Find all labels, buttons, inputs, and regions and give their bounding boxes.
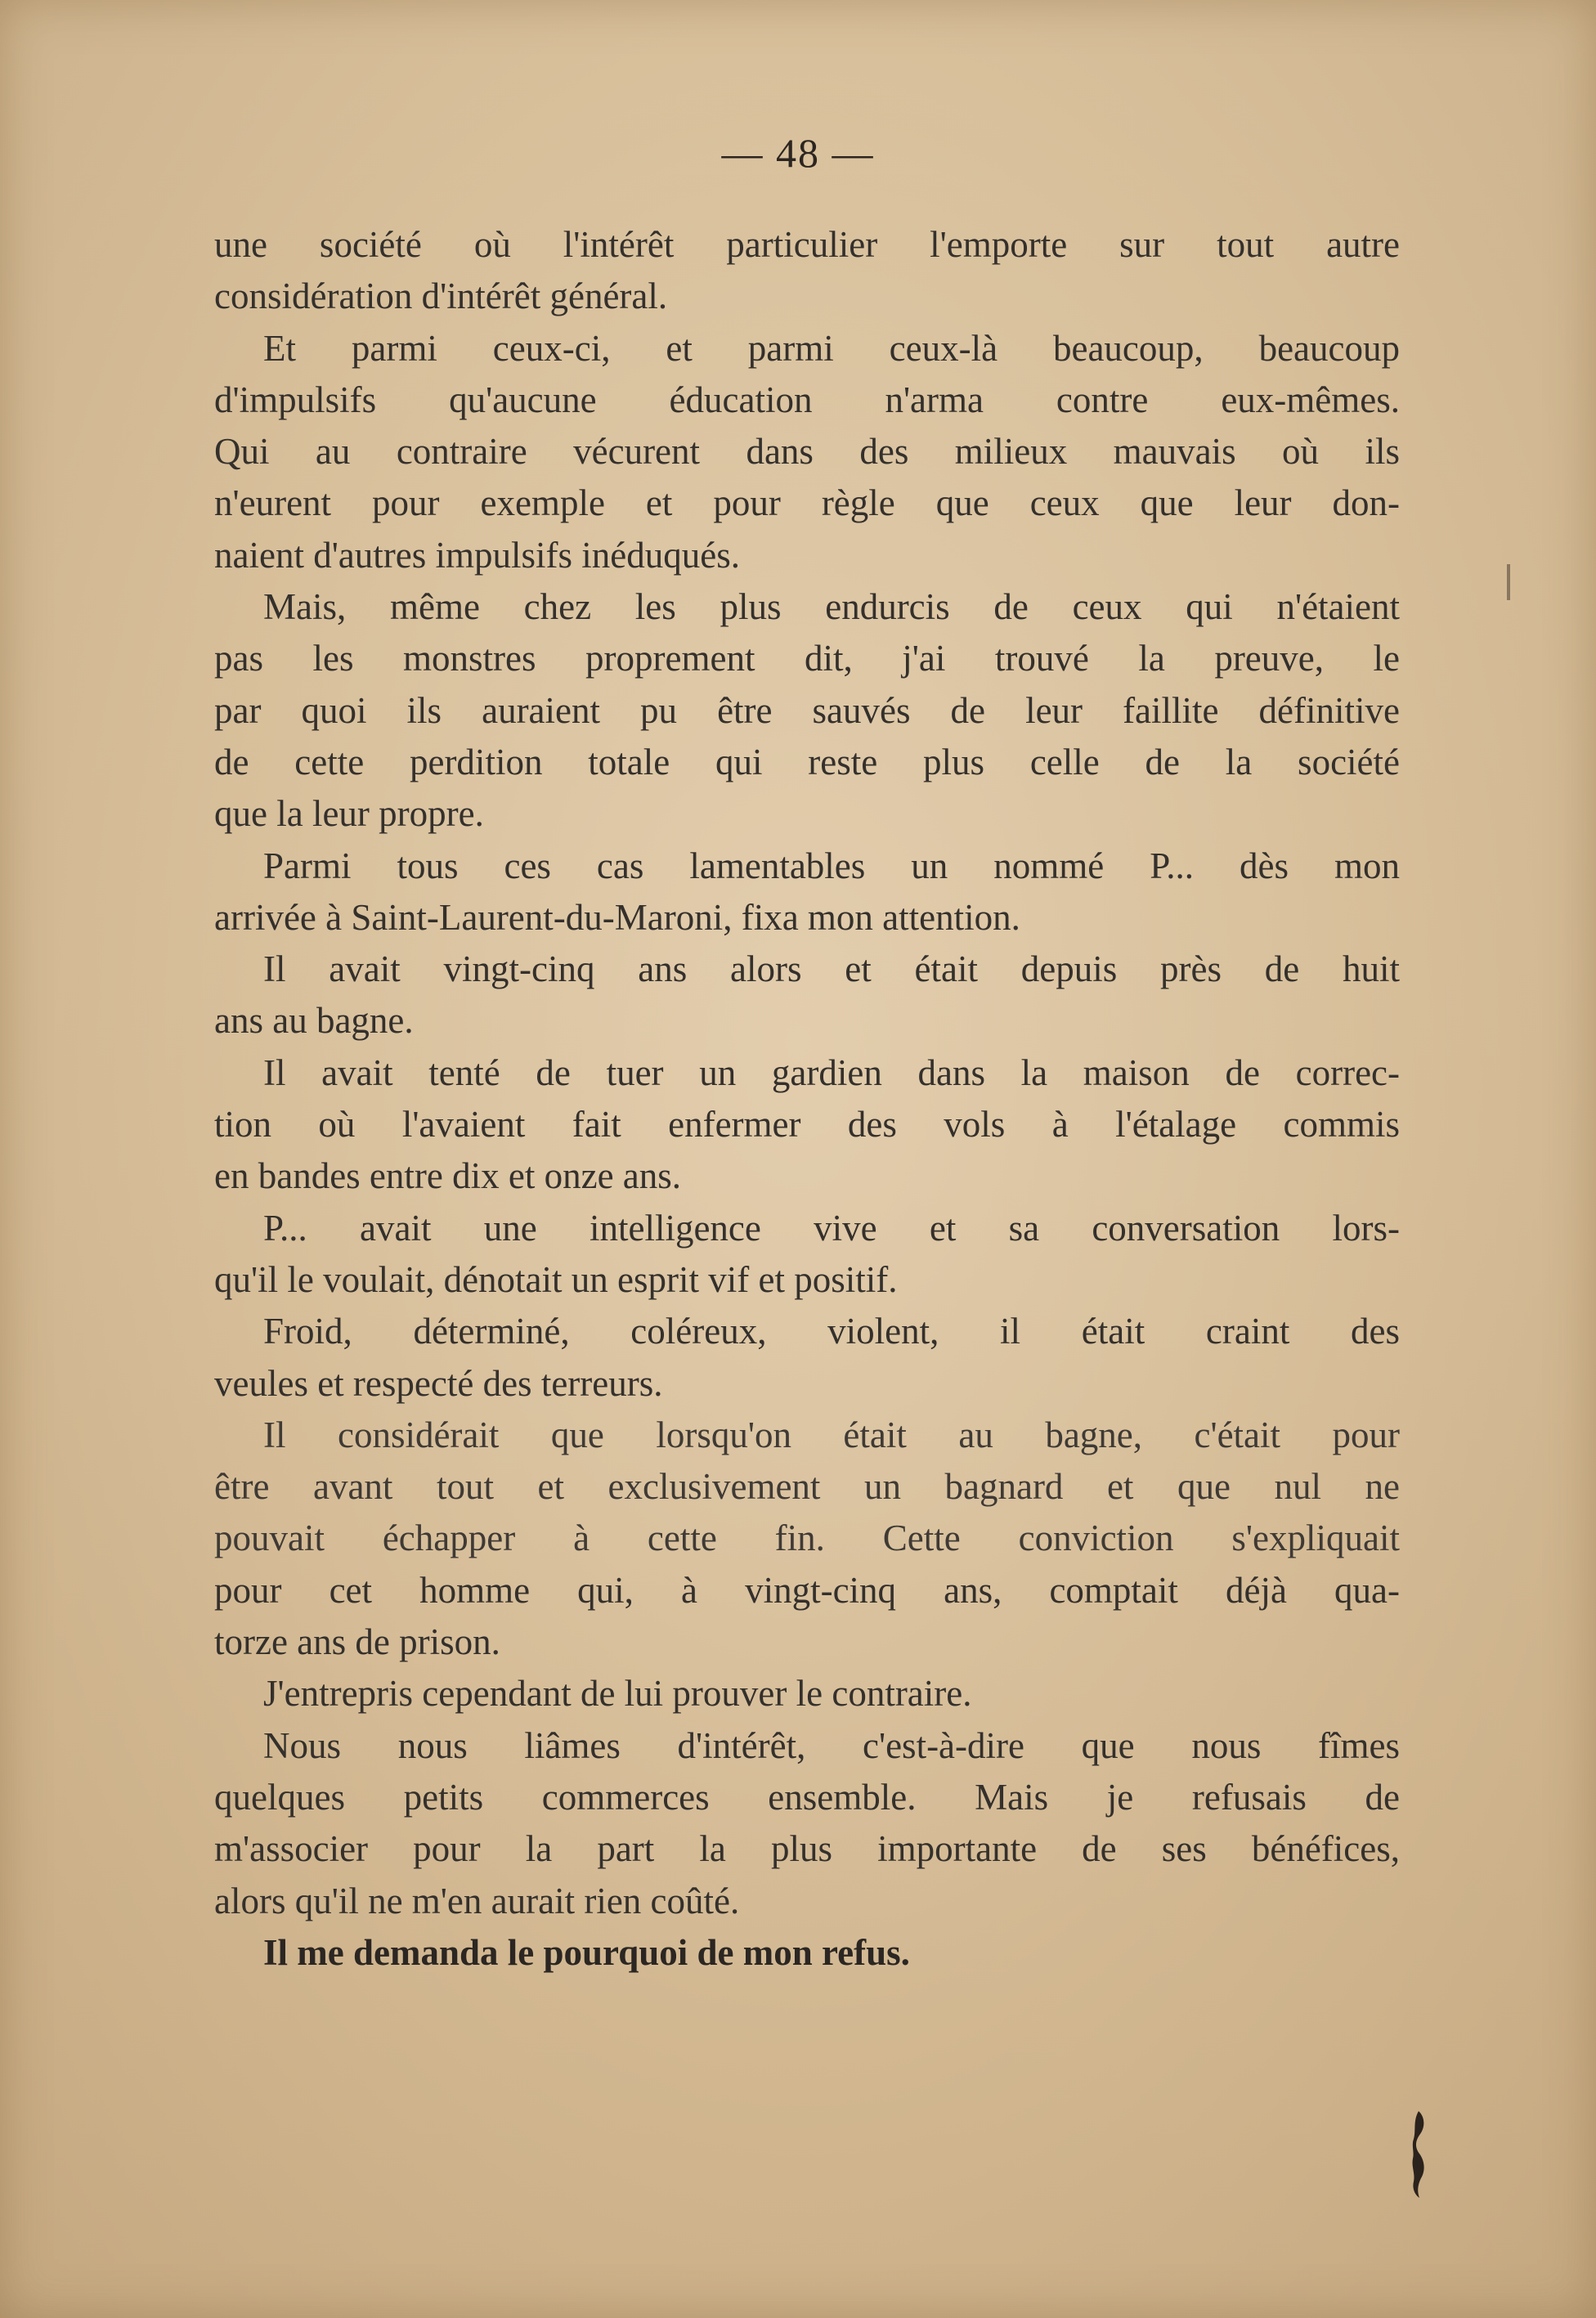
text-line: Et parmi ceux-ci, et parmi ceux-là beaucoup, beaucoup [263,327,1400,369]
text-line: Qui au contraire vécurent dans des milieux mauvais où ils [214,431,1400,473]
text-line: que la leur propre. [214,793,484,835]
text-line: pouvait échapper à cette fin. Cette conviction s'expliquait [214,1518,1400,1559]
text-line: m'associer pour la part la plus importante de ses bénéfices, [214,1828,1400,1870]
page-number: — 48 — [721,130,875,176]
text-line: Il me demanda le pourquoi de mon refus. [263,1931,910,1973]
text-line: Mais, même chez les plus endurcis de ceux qui n'étaient [263,586,1400,628]
text-line: tion où l'avaient fait enfermer des vols à l'étalage commis [214,1104,1400,1146]
text-line: pas les monstres proprement dit, j'ai trouvé la preuve, le [214,638,1400,679]
text-line: J'entrepris cependant de lui prouver le contraire. [263,1673,972,1715]
text-line: n'eurent pour exemple et pour règle que ceux que leur don- [214,482,1400,524]
text-line: d'impulsifs qu'aucune éducation n'arma contre eux-mêmes. [214,379,1400,420]
text-line: arrivée à Saint-Laurent-du-Maroni, fixa mon attention. [214,896,1020,938]
text-line: Il considérait que lorsqu'on était au bagne, c'était pour [263,1414,1400,1455]
text-line: alors qu'il ne m'en aurait rien coûté. [214,1880,740,1921]
text-line: Froid, déterminé, coléreux, violent, il était craint des [263,1311,1400,1352]
text-line: en bandes entre dix et onze ans. [214,1155,682,1197]
text-line: qu'il le voulait, dénotait un esprit vif et positif. [214,1258,898,1300]
text-line: Nous nous liâmes d'intérêt, c'est-à-dire que nous fîmes [263,1724,1400,1766]
ink-blot-mark [1408,2110,1429,2199]
text-line: P... avait une intelligence vive et sa conversation lors- [263,1207,1400,1249]
text-line: être avant tout et exclusivement un bagnard et que nul ne [214,1466,1400,1508]
text-line: Parmi tous ces cas lamentables un nommé P... dès mon [263,845,1400,886]
text-line: Il avait tenté de tuer un gardien dans la maison de correc- [263,1051,1400,1093]
text-line: ans au bagne. [214,1000,414,1042]
body-text [214,219,1400,1979]
text-line: une société où l'intérêt particulier l'emporte sur tout autre [214,224,1400,265]
text-line: naient d'autres impulsifs inéduqués. [214,534,740,576]
text-line: pour cet homme qui, à vingt-cinq ans, comptait déjà qua- [214,1569,1400,1611]
text-line: quelques petits commerces ensemble. Mais je refusais de [214,1776,1400,1818]
text-line: Il avait vingt-cinq ans alors et était depuis près de huit [263,948,1400,990]
margin-tick [1507,564,1510,600]
text-line: veules et respecté des terreurs. [214,1362,663,1404]
text-line: torze ans de prison. [214,1621,500,1663]
text-line: par quoi ils auraient pu être sauvés de leur faillite définitive [214,689,1400,731]
text-line: de cette perdition totale qui reste plus celle de la société [214,741,1400,782]
text-line: considération d'intérêt général. [214,276,668,317]
